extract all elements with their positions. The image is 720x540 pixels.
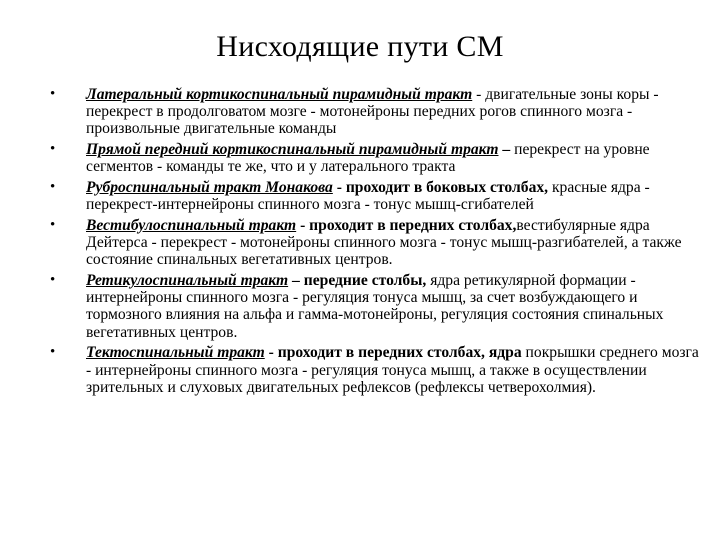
list-item	[50, 179, 700, 213]
tract-name: Прямой передний кортикоспинальный пирамидный тракт	[86, 141, 499, 159]
bullet-icon: •	[50, 86, 56, 102]
bullet-icon: •	[50, 272, 56, 289]
tract-path-bold: - проходит в передних столбах, ядра	[264, 344, 522, 362]
tract-path-bold: –	[498, 141, 515, 159]
slide-title: Нисходящие пути СМ	[216, 30, 504, 63]
list-item	[50, 272, 700, 341]
tract-name: Руброспинальный тракт Монакова	[86, 179, 333, 197]
tract-description: покрышки среднего мозга - интернейроны спинного мозга - регуляция тонуса мышц, а также в осуществлении зрительных и слуховых двигательных рефлексов (рефлексы четверохолмия).	[86, 344, 699, 396]
list-item	[50, 344, 700, 396]
bullet-icon: •	[50, 179, 56, 196]
tract-description: перекрест на уровне сегментов - команды те же, что и у латерального тракта	[86, 141, 650, 176]
tract-path-bold: - проходит в боковых столбах,	[332, 179, 549, 197]
tract-description: красные ядра - перекрест-интернейроны спинного мозга - тонус мышц-сгибателей	[86, 179, 650, 214]
list-item	[50, 217, 700, 269]
list-item	[50, 141, 700, 175]
tract-name: Тектоспинальный тракт	[86, 344, 265, 362]
tract-path-bold: - проходит в передних столбах,	[296, 216, 517, 234]
list-item	[50, 86, 700, 138]
tract-description: - двигательные зоны коры - перекрест в продолговатом мозге - мотонейроны передних рогов спинного мозга - произвольные двигательные команды	[86, 86, 659, 138]
tract-description: ядра ретикулярной формации - интернейроны спинного мозга - регуляция тонуса мышц, за счет возбуждающего и тормозного влияния на альфа и гамма-мотонейроны, регуляция состояния спинальных вегетативных центров.	[86, 272, 664, 341]
tract-name: Вестибулоспинальный тракт	[86, 216, 297, 234]
tract-path-bold: – передние столбы,	[288, 272, 427, 290]
bullet-icon: •	[50, 216, 56, 233]
bullet-icon: •	[50, 141, 56, 158]
tract-name: Ретикулоспинальный тракт	[86, 272, 289, 290]
tract-description: вестибулярные ядра Дейтерса - перекрест - мотонейроны спинного мозга - тонус мышц-разгибателей, а также состояние спинальных вегетативных центров.	[86, 216, 682, 269]
bullet-icon: •	[50, 344, 56, 361]
tract-name: Латеральный кортикоспинальный пирамидный тракт	[86, 86, 473, 103]
tract-list	[50, 86, 700, 399]
